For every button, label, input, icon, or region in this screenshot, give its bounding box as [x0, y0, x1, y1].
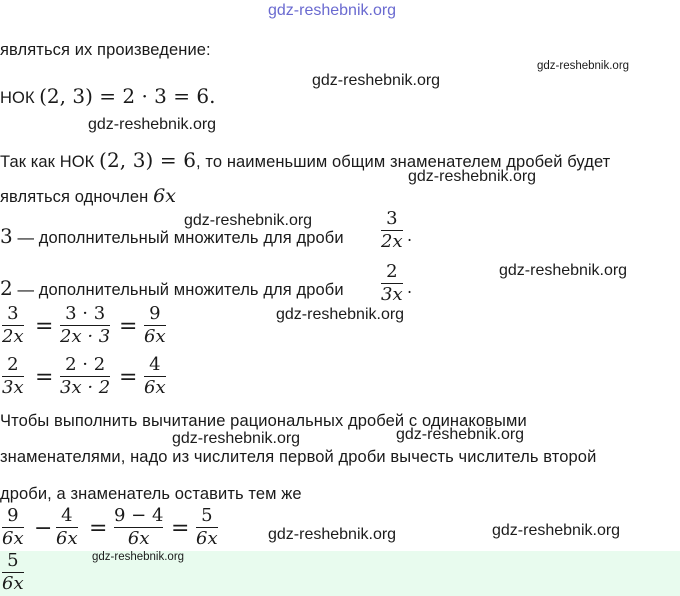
text-line-6: [0, 278, 344, 300]
watermark[interactable]: gdz-reshebnik.org: [312, 72, 441, 89]
answer-fraction: [2, 551, 24, 596]
nok-label: НОК: [0, 89, 35, 107]
text-line-3-a: Так как: [0, 153, 55, 171]
denominator: 3x: [381, 284, 403, 305]
eq3-fraction-d: [196, 506, 218, 551]
eq1-fraction-a: [2, 304, 24, 347]
text-line-3-b: , то наименьшим общим знаменателем дробей будет: [196, 153, 611, 171]
denominator: 6x: [2, 528, 24, 549]
nok-equation: [0, 84, 215, 108]
watermark[interactable]: gdz-reshebnik.org: [268, 526, 397, 543]
numerator: 9: [149, 303, 161, 324]
denominator: 2x: [2, 326, 24, 347]
denominator: 6x: [2, 573, 24, 594]
numerator: 3 · 3: [65, 303, 106, 324]
equals-sign: =: [35, 365, 54, 390]
numerator: 4: [149, 354, 161, 375]
watermark[interactable]: gdz-reshebnik.org: [172, 430, 301, 447]
denominator: 2x: [381, 231, 403, 252]
equals-sign: =: [119, 365, 138, 390]
eq2-fraction-b: [60, 355, 110, 398]
watermark[interactable]: gdz-reshebnik.org: [408, 168, 537, 185]
text-line-8: знаменателями, надо из числителя первой дроби вычесть числитель второй: [0, 448, 597, 466]
eq2-fraction-c: [144, 355, 166, 398]
numerator: 2: [7, 354, 19, 375]
denominator: 6x: [144, 377, 166, 398]
period: .: [407, 278, 413, 297]
watermark[interactable]: gdz-reshebnik.org: [396, 426, 525, 443]
text-line-6-text: — дополнительный множитель для дроби: [12, 281, 344, 299]
denominator: 3x · 2: [60, 377, 111, 398]
equals-sign: =: [35, 314, 54, 339]
nok-math-2: (2, 3) = 6: [99, 148, 197, 172]
numerator: 3: [7, 303, 19, 324]
denominator: 2x · 3: [60, 326, 111, 347]
watermark[interactable]: gdz-reshebnik.org: [492, 522, 621, 539]
text-line-7: Чтобы выполнить вычитание рациональных дробей с одинаковыми: [0, 412, 527, 430]
numerator: 9: [7, 506, 19, 526]
text-line-5-text: — дополнительный множитель для дроби: [12, 229, 344, 247]
eq3-fraction-b: [56, 506, 78, 551]
equals-sign: =: [119, 314, 138, 339]
minus-sign: −: [34, 516, 53, 541]
eq3-fraction-c: [114, 506, 163, 551]
watermark[interactable]: gdz-reshebnik.org: [184, 212, 313, 229]
denominator: 6x: [196, 528, 218, 549]
watermark[interactable]: gdz-reshebnik.org: [499, 262, 628, 279]
watermark[interactable]: gdz-reshebnik.org: [92, 551, 185, 563]
watermark[interactable]: gdz-reshebnik.org: [276, 306, 405, 323]
denominator: 6x: [127, 528, 150, 549]
denominator: 3x: [2, 377, 24, 398]
numerator: 5: [7, 551, 19, 571]
text-line-4-a: являться одночлен: [0, 188, 149, 206]
eq1-fraction-b: [60, 304, 110, 347]
eq2-fraction-a: [2, 355, 24, 398]
denominator: 6x: [144, 326, 166, 347]
numerator: 3: [386, 208, 398, 229]
multiplier-3: 3: [0, 224, 13, 248]
text-line-1: являться их произведение:: [0, 41, 211, 59]
text-line-4: [0, 186, 176, 207]
monomial-6x: 6x: [153, 185, 177, 207]
multiplier-2: 2: [0, 276, 13, 300]
equals-sign: =: [89, 516, 108, 541]
eq1-fraction-c: [144, 304, 166, 347]
watermark[interactable]: gdz-reshebnik.org: [88, 116, 217, 133]
numerator: 2 · 2: [65, 354, 106, 375]
text-line-9: дроби, а знаменатель оставить тем же: [0, 485, 302, 503]
fraction-3-over-2x: [381, 209, 403, 252]
nok-label-2: НОК: [59, 153, 95, 171]
numerator: 9 − 4: [114, 506, 164, 526]
eq3-fraction-a: [2, 506, 24, 551]
numerator: 5: [201, 506, 213, 526]
numerator: 4: [61, 506, 73, 526]
equals-sign: =: [171, 516, 190, 541]
denominator: 6x: [56, 528, 78, 549]
fraction-2-over-3x: [381, 262, 403, 308]
nok-math: (2, 3) = 2 · 3 = 6.: [39, 84, 216, 108]
period: .: [407, 226, 413, 245]
numerator: 2: [386, 262, 398, 282]
watermark[interactable]: gdz-reshebnik.org: [537, 60, 630, 72]
watermark-top[interactable]: gdz-reshebnik.org: [268, 2, 397, 19]
